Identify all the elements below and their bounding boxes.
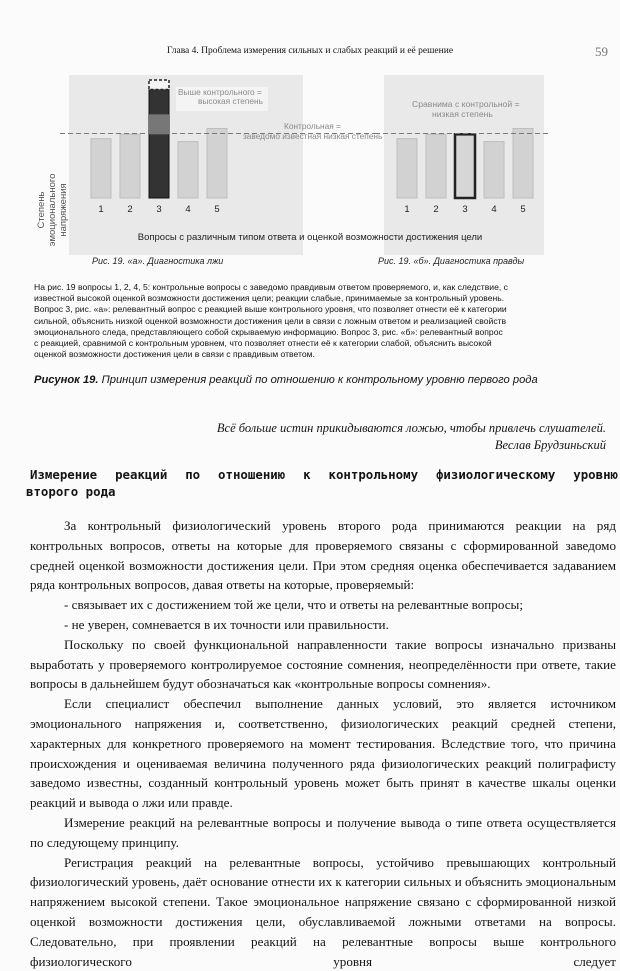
figure-explanation: [34, 282, 598, 360]
running-head: Глава 4. Проблема измерения сильных и слабых реакций и её решение: [166, 46, 454, 56]
left-chart-caption: Рис. 19. «а». Диагностика лжи: [92, 256, 224, 266]
epigraph-author: Веслав Брудзиньский: [494, 438, 606, 452]
right-chart-caption: Рис. 19. «б». Диагностика правды: [378, 256, 525, 266]
left-annotation-top-line-1: Выше контрольного =: [178, 87, 262, 97]
list-item: - связывает их с достижением той же цели, что и ответы на релевантные вопросы;: [64, 597, 523, 613]
left-bar-2: [120, 134, 140, 198]
paragraph: Регистрация реакций на релевантные вопросы, устойчиво превышающих контрольный физиологический уровень, даёт основание отнести их к категории сильных и объяснить эмоциональным напряжением высокой степени. Такое эмоциональное напряжение связано с сформированной низкой оценкой возможности достижения цели, обуславливаемой ложными ответами на вопросы. Следовательно, при проявлении реакций на релевантные вопросы выше контрольного физиологического уровня следует: [30, 854, 616, 969]
left-tick-label: 3: [156, 204, 162, 215]
list-item: - не уверен, сомневается в их точности или правильности.: [64, 616, 389, 632]
left-tick-label: 4: [185, 204, 191, 215]
right-tick-label: 3: [462, 204, 468, 215]
left-tick-label: 5: [214, 204, 220, 215]
left-bar-3: [149, 89, 169, 198]
paragraph: За контрольный физиологический уровень второго рода принимаются реакции на ряд контрольных вопросов, ответы на которые для проверяемого связаны с сформированной заведомо средней оценкой возможности достижения цели. При этом средняя оценка обеспечивается задаванием ряда контрольных вопросов, давая ответы на которые, проверяемый:: [30, 518, 616, 593]
right-chart-bars: [397, 129, 533, 198]
body-text: [30, 516, 616, 971]
left-tick-label: 2: [127, 204, 133, 215]
left-bar-3-outline: [149, 80, 169, 89]
section-heading-line-1: Измерение реакций по отношению к контрольному физиологическому уровню: [30, 467, 618, 482]
y-axis-label-line-3: напряжения: [58, 183, 69, 237]
left-bar-1: [91, 139, 111, 198]
right-bar-5: [513, 129, 533, 198]
figure-caption: [34, 374, 614, 386]
figure-title: Принцип измерения реакций по отношению к контрольному уровню первого рода: [101, 374, 538, 386]
shared-chart-caption: Вопросы с различным типом ответа и оценкой возможности достижения цели: [137, 232, 483, 243]
explanation-line: с реакцией, сравнимой с контрольным уровнем, что позволяет отнести её к категории слабой, объяснить высокой: [34, 338, 492, 349]
right-bar-4: [484, 142, 504, 198]
left-bar-5: [207, 129, 227, 198]
right-tick-label: 2: [433, 204, 439, 215]
left-annotation-mid-line-2: заведомо известная низкая степень: [243, 131, 383, 141]
y-axis-label-line-2: эмоционального: [47, 173, 58, 247]
right-bar-2: [426, 134, 446, 198]
page-number: 59: [595, 44, 608, 59]
right-bar-3: [455, 134, 475, 198]
left-bar-4: [178, 142, 198, 198]
explanation-line: эмоционального следа, представляющего собой скрываемую информацию. Вопрос 3, рис. «б»: релевантный вопрос: [34, 326, 503, 337]
explanation-line: оценкой возможности достижения цели в связи с правдивым ответом.: [34, 349, 315, 360]
left-annotation-mid-line-1: Контрольная =: [284, 121, 341, 131]
paragraph: Если специалист обеспечил выполнение данных условий, это является источником эмоционального напряжения и, соответственно, физиологических реакций средней степени, характерных для конкретного проверяемого на момент тестирования. Вследствие того, что причина происхождения и оцениваемая величина полученного ряда физиологических реакций полиграфисту заведомо известны, созданный контрольный уровень может быть принят в качестве шкалы оценки реакций и вывода о лжи или правде.: [30, 696, 616, 811]
explanation-line: сильной, объяснить низкой оценкой возможности достижения цели в связи с ложным ответом и реализацией свойств: [34, 315, 507, 326]
epigraph: [46, 420, 606, 454]
y-axis-label: [36, 174, 69, 247]
right-tick-label: 5: [520, 204, 526, 215]
right-annotation-top-line-2: низкая степень: [432, 109, 493, 119]
figure-label: Рисунок 19.: [34, 374, 99, 386]
left-annotation-top-line-2: высокая степень: [198, 96, 263, 106]
section-heading: [26, 466, 618, 500]
explanation-line: На рис. 19 вопросы 1, 2, 4, 5: контрольные вопросы с заведомо правдивым ответом проверяемого, и, как следствие, с: [34, 282, 508, 292]
right-bar-1: [397, 139, 417, 198]
y-axis-label-line-1: Степень: [36, 191, 47, 229]
right-tick-label: 4: [491, 204, 497, 215]
left-bar-3-band: [149, 114, 169, 134]
explanation-line: известной высокой оценкой возможности достижения цели; реакции слабые, принимаемые за контрольный уровень.: [34, 293, 505, 304]
explanation-line: Вопрос 3, рис. «а»: релевантный вопрос с реакцией выше контрольного уровня, что позволяет отнести её к категории: [34, 304, 507, 315]
epigraph-text: Всё больше истин прикидываются ложью, чтобы привлечь слушателей.: [216, 421, 606, 435]
right-tick-label: 1: [404, 204, 410, 215]
left-tick-label: 1: [98, 204, 104, 215]
right-annotation-top-line-1: Сравнима с контрольной =: [412, 99, 520, 109]
section-heading-line-2: второго рода: [26, 484, 116, 499]
paragraph: Поскольку по своей функциональной направленности такие вопросы изначально призваны выработать у проверяемого контролируемое состояние сомнения, неопределённости при ответе, такие вопросы в дальнейшем будут обозначаться как «контрольные вопросы сомнения».: [30, 636, 616, 692]
paragraph: Измерение реакций на релевантные вопросы и получение вывода о типе ответа осуществляется по следующему принципу.: [30, 814, 616, 850]
